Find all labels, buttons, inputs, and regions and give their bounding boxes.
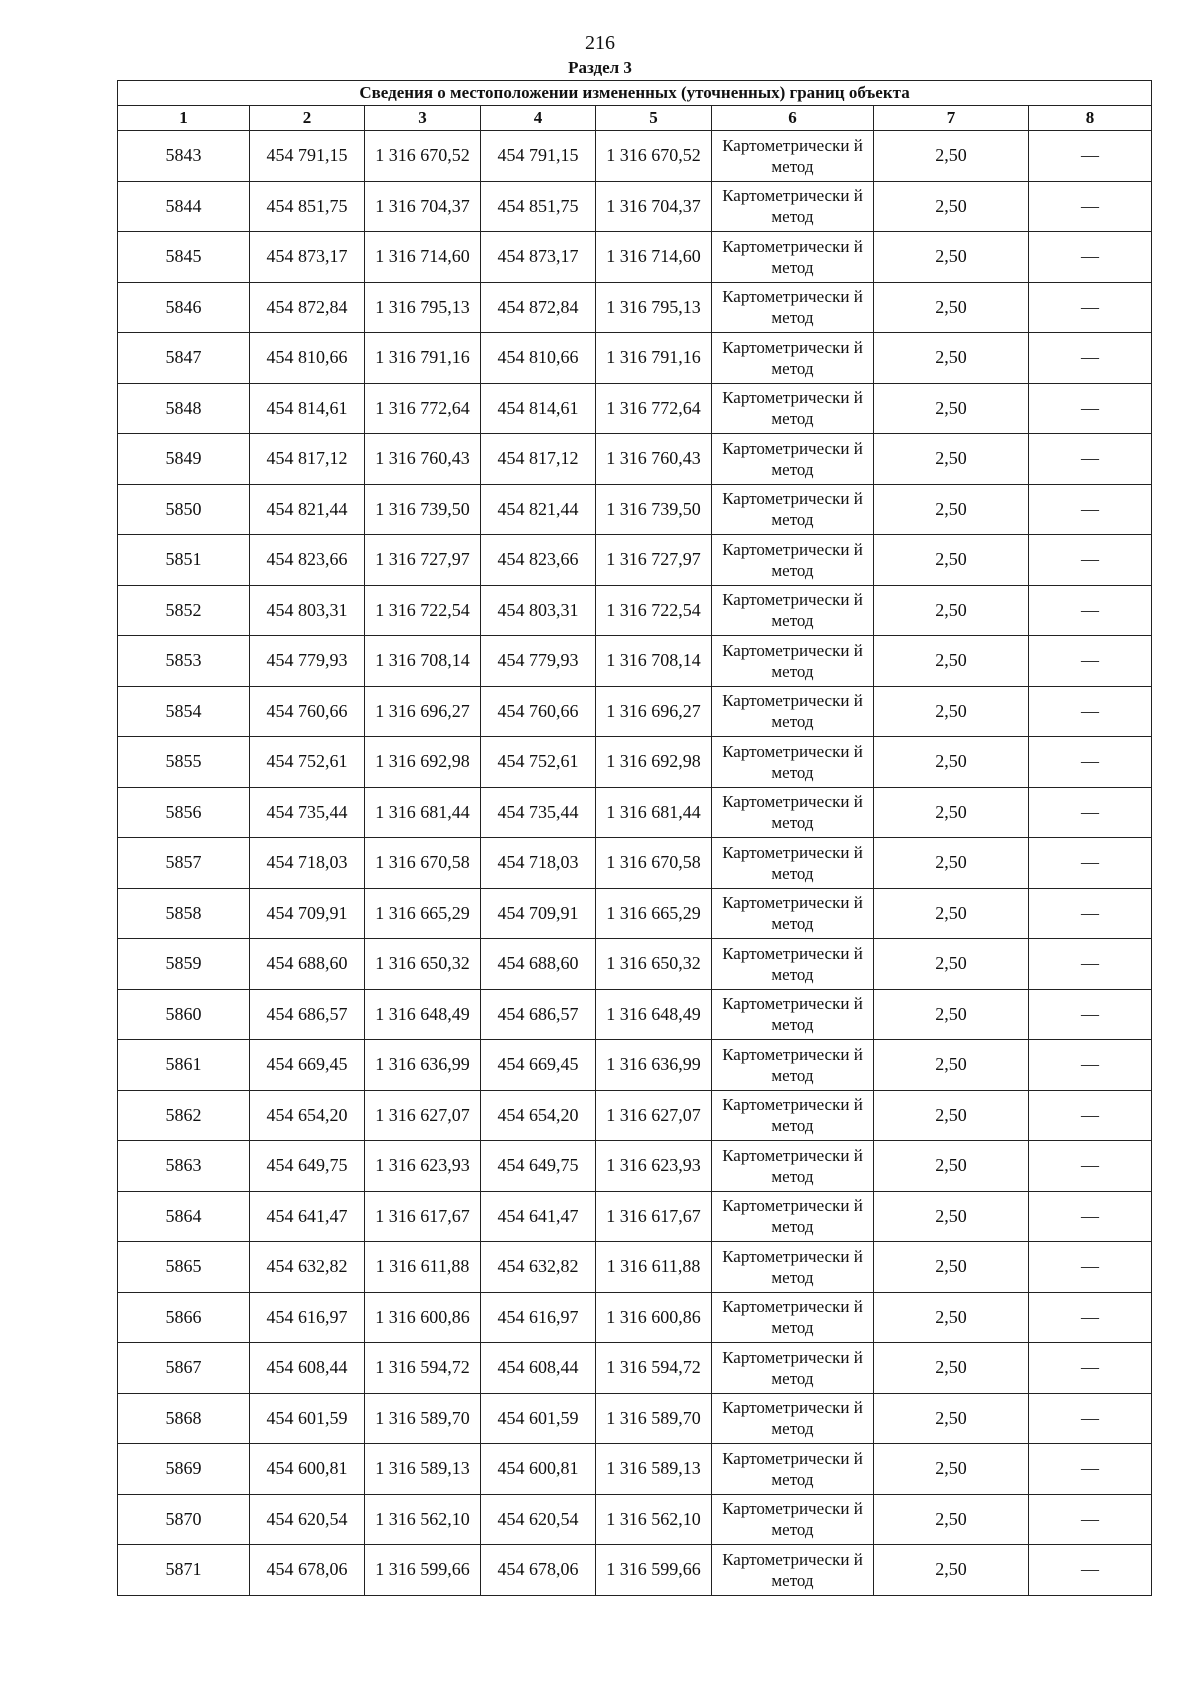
x-coordinate-cell: 454 735,44 (250, 787, 365, 838)
x-coordinate-cell: 454 752,61 (250, 737, 365, 788)
table-row (118, 737, 1152, 788)
x-coordinate-new-cell: 454 735,44 (481, 787, 596, 838)
method-cell: Картометрически й метод (712, 1242, 874, 1293)
column-number: 4 (481, 106, 596, 131)
description-cell: — (1029, 686, 1152, 737)
method-cell: Картометрически й метод (712, 383, 874, 434)
y-coordinate-cell: 1 316 670,52 (365, 131, 481, 182)
point-number-cell: 5845 (118, 232, 250, 283)
table-row (118, 939, 1152, 990)
accuracy-cell: 2,50 (874, 737, 1029, 788)
description-cell: — (1029, 383, 1152, 434)
table-row (118, 333, 1152, 384)
description-cell: — (1029, 1040, 1152, 1091)
x-coordinate-cell: 454 649,75 (250, 1141, 365, 1192)
accuracy-cell: 2,50 (874, 787, 1029, 838)
method-cell: Картометрически й метод (712, 636, 874, 687)
table-row (118, 1393, 1152, 1444)
x-coordinate-new-cell: 454 632,82 (481, 1242, 596, 1293)
x-coordinate-new-cell: 454 641,47 (481, 1191, 596, 1242)
table-row (118, 1090, 1152, 1141)
y-coordinate-cell: 1 316 714,60 (365, 232, 481, 283)
accuracy-cell: 2,50 (874, 1242, 1029, 1293)
accuracy-cell: 2,50 (874, 1444, 1029, 1495)
x-coordinate-new-cell: 454 752,61 (481, 737, 596, 788)
method-cell: Картометрически й метод (712, 282, 874, 333)
y-coordinate-new-cell: 1 316 594,72 (596, 1343, 712, 1394)
x-coordinate-cell: 454 821,44 (250, 484, 365, 535)
method-cell: Картометрически й метод (712, 535, 874, 586)
accuracy-cell: 2,50 (874, 1343, 1029, 1394)
y-coordinate-new-cell: 1 316 611,88 (596, 1242, 712, 1293)
description-cell: — (1029, 1191, 1152, 1242)
accuracy-cell: 2,50 (874, 282, 1029, 333)
table-row (118, 636, 1152, 687)
x-coordinate-new-cell: 454 810,66 (481, 333, 596, 384)
description-cell: — (1029, 1494, 1152, 1545)
x-coordinate-cell: 454 688,60 (250, 939, 365, 990)
table-caption: Сведения о местоположении измененных (уточненных) границ объекта (118, 81, 1152, 106)
method-cell: Картометрически й метод (712, 1343, 874, 1394)
accuracy-cell: 2,50 (874, 636, 1029, 687)
point-number-cell: 5850 (118, 484, 250, 535)
y-coordinate-cell: 1 316 704,37 (365, 181, 481, 232)
table-row (118, 1292, 1152, 1343)
y-coordinate-new-cell: 1 316 600,86 (596, 1292, 712, 1343)
y-coordinate-new-cell: 1 316 739,50 (596, 484, 712, 535)
x-coordinate-cell: 454 608,44 (250, 1343, 365, 1394)
section-title: Раздел 3 (568, 58, 632, 77)
point-number-cell: 5869 (118, 1444, 250, 1495)
accuracy-cell: 2,50 (874, 383, 1029, 434)
accuracy-cell: 2,50 (874, 939, 1029, 990)
x-coordinate-new-cell: 454 620,54 (481, 1494, 596, 1545)
method-cell: Картометрически й метод (712, 1040, 874, 1091)
x-coordinate-new-cell: 454 851,75 (481, 181, 596, 232)
method-cell: Картометрически й метод (712, 1292, 874, 1343)
table-row (118, 1545, 1152, 1596)
accuracy-cell: 2,50 (874, 333, 1029, 384)
description-cell: — (1029, 1545, 1152, 1596)
x-coordinate-cell: 454 803,31 (250, 585, 365, 636)
y-coordinate-new-cell: 1 316 650,32 (596, 939, 712, 990)
x-coordinate-new-cell: 454 600,81 (481, 1444, 596, 1495)
x-coordinate-cell: 454 760,66 (250, 686, 365, 737)
method-cell: Картометрически й метод (712, 1141, 874, 1192)
x-coordinate-new-cell: 454 872,84 (481, 282, 596, 333)
table-row (118, 787, 1152, 838)
y-coordinate-new-cell: 1 316 722,54 (596, 585, 712, 636)
x-coordinate-new-cell: 454 608,44 (481, 1343, 596, 1394)
y-coordinate-new-cell: 1 316 772,64 (596, 383, 712, 434)
table-row (118, 434, 1152, 485)
point-number-cell: 5866 (118, 1292, 250, 1343)
x-coordinate-cell: 454 641,47 (250, 1191, 365, 1242)
y-coordinate-cell: 1 316 623,93 (365, 1141, 481, 1192)
y-coordinate-cell: 1 316 562,10 (365, 1494, 481, 1545)
method-cell: Картометрически й метод (712, 232, 874, 283)
y-coordinate-cell: 1 316 791,16 (365, 333, 481, 384)
description-cell: — (1029, 989, 1152, 1040)
x-coordinate-new-cell: 454 686,57 (481, 989, 596, 1040)
x-coordinate-new-cell: 454 814,61 (481, 383, 596, 434)
point-number-cell: 5865 (118, 1242, 250, 1293)
x-coordinate-new-cell: 454 678,06 (481, 1545, 596, 1596)
description-cell: — (1029, 585, 1152, 636)
y-coordinate-cell: 1 316 648,49 (365, 989, 481, 1040)
y-coordinate-new-cell: 1 316 589,70 (596, 1393, 712, 1444)
description-cell: — (1029, 737, 1152, 788)
column-number: 2 (250, 106, 365, 131)
x-coordinate-new-cell: 454 760,66 (481, 686, 596, 737)
x-coordinate-cell: 454 616,97 (250, 1292, 365, 1343)
description-cell: — (1029, 232, 1152, 283)
table-row (118, 131, 1152, 182)
x-coordinate-new-cell: 454 654,20 (481, 1090, 596, 1141)
accuracy-cell: 2,50 (874, 838, 1029, 889)
description-cell: — (1029, 131, 1152, 182)
table-row (118, 1141, 1152, 1192)
table-row (118, 1494, 1152, 1545)
y-coordinate-new-cell: 1 316 704,37 (596, 181, 712, 232)
method-cell: Картометрически й метод (712, 585, 874, 636)
method-cell: Картометрически й метод (712, 1444, 874, 1495)
y-coordinate-cell: 1 316 589,13 (365, 1444, 481, 1495)
point-number-cell: 5861 (118, 1040, 250, 1091)
accuracy-cell: 2,50 (874, 888, 1029, 939)
point-number-cell: 5844 (118, 181, 250, 232)
x-coordinate-cell: 454 810,66 (250, 333, 365, 384)
accuracy-cell: 2,50 (874, 434, 1029, 485)
x-coordinate-cell: 454 851,75 (250, 181, 365, 232)
description-cell: — (1029, 434, 1152, 485)
x-coordinate-cell: 454 669,45 (250, 1040, 365, 1091)
table-row (118, 1242, 1152, 1293)
x-coordinate-cell: 454 718,03 (250, 838, 365, 889)
description-cell: — (1029, 1343, 1152, 1394)
x-coordinate-new-cell: 454 688,60 (481, 939, 596, 990)
y-coordinate-new-cell: 1 316 648,49 (596, 989, 712, 1040)
method-cell: Картометрически й метод (712, 989, 874, 1040)
point-number-cell: 5847 (118, 333, 250, 384)
accuracy-cell: 2,50 (874, 585, 1029, 636)
table-row (118, 585, 1152, 636)
point-number-cell: 5843 (118, 131, 250, 182)
y-coordinate-cell: 1 316 760,43 (365, 434, 481, 485)
table-row (118, 1040, 1152, 1091)
column-number: 3 (365, 106, 481, 131)
y-coordinate-cell: 1 316 589,70 (365, 1393, 481, 1444)
method-cell: Картометрически й метод (712, 838, 874, 889)
column-number: 1 (118, 106, 250, 131)
accuracy-cell: 2,50 (874, 1090, 1029, 1141)
x-coordinate-cell: 454 632,82 (250, 1242, 365, 1293)
method-cell: Картометрически й метод (712, 181, 874, 232)
table-row (118, 1191, 1152, 1242)
y-coordinate-new-cell: 1 316 760,43 (596, 434, 712, 485)
table-row (118, 282, 1152, 333)
y-coordinate-new-cell: 1 316 795,13 (596, 282, 712, 333)
x-coordinate-new-cell: 454 709,91 (481, 888, 596, 939)
column-number: 8 (1029, 106, 1152, 131)
x-coordinate-new-cell: 454 601,59 (481, 1393, 596, 1444)
method-cell: Картометрически й метод (712, 1494, 874, 1545)
point-number-cell: 5848 (118, 383, 250, 434)
y-coordinate-cell: 1 316 627,07 (365, 1090, 481, 1141)
y-coordinate-new-cell: 1 316 636,99 (596, 1040, 712, 1091)
y-coordinate-cell: 1 316 722,54 (365, 585, 481, 636)
method-cell: Картометрически й метод (712, 434, 874, 485)
y-coordinate-cell: 1 316 600,86 (365, 1292, 481, 1343)
point-number-cell: 5859 (118, 939, 250, 990)
y-coordinate-cell: 1 316 665,29 (365, 888, 481, 939)
page-number: 216 (585, 32, 615, 54)
y-coordinate-new-cell: 1 316 681,44 (596, 787, 712, 838)
description-cell: — (1029, 484, 1152, 535)
accuracy-cell: 2,50 (874, 1494, 1029, 1545)
method-cell: Картометрически й метод (712, 1393, 874, 1444)
y-coordinate-cell: 1 316 617,67 (365, 1191, 481, 1242)
method-cell: Картометрически й метод (712, 787, 874, 838)
x-coordinate-cell: 454 709,91 (250, 888, 365, 939)
y-coordinate-new-cell: 1 316 791,16 (596, 333, 712, 384)
x-coordinate-cell: 454 872,84 (250, 282, 365, 333)
method-cell: Картометрически й метод (712, 939, 874, 990)
y-coordinate-new-cell: 1 316 670,52 (596, 131, 712, 182)
method-cell: Картометрически й метод (712, 686, 874, 737)
method-cell: Картометрически й метод (712, 1090, 874, 1141)
x-coordinate-new-cell: 454 791,15 (481, 131, 596, 182)
x-coordinate-new-cell: 454 669,45 (481, 1040, 596, 1091)
table-row (118, 181, 1152, 232)
y-coordinate-cell: 1 316 650,32 (365, 939, 481, 990)
method-cell: Картометрически й метод (712, 1545, 874, 1596)
x-coordinate-cell: 454 678,06 (250, 1545, 365, 1596)
table-body (118, 131, 1152, 1596)
point-number-cell: 5853 (118, 636, 250, 687)
y-coordinate-cell: 1 316 727,97 (365, 535, 481, 586)
accuracy-cell: 2,50 (874, 484, 1029, 535)
point-number-cell: 5857 (118, 838, 250, 889)
x-coordinate-new-cell: 454 718,03 (481, 838, 596, 889)
y-coordinate-cell: 1 316 795,13 (365, 282, 481, 333)
point-number-cell: 5862 (118, 1090, 250, 1141)
point-number-cell: 5863 (118, 1141, 250, 1192)
y-coordinate-cell: 1 316 611,88 (365, 1242, 481, 1293)
description-cell: — (1029, 838, 1152, 889)
y-coordinate-cell: 1 316 636,99 (365, 1040, 481, 1091)
table-row (118, 1444, 1152, 1495)
description-cell: — (1029, 939, 1152, 990)
point-number-cell: 5854 (118, 686, 250, 737)
x-coordinate-cell: 454 654,20 (250, 1090, 365, 1141)
description-cell: — (1029, 636, 1152, 687)
x-coordinate-new-cell: 454 823,66 (481, 535, 596, 586)
accuracy-cell: 2,50 (874, 181, 1029, 232)
description-cell: — (1029, 333, 1152, 384)
accuracy-cell: 2,50 (874, 1393, 1029, 1444)
description-cell: — (1029, 1444, 1152, 1495)
y-coordinate-cell: 1 316 696,27 (365, 686, 481, 737)
table-row (118, 484, 1152, 535)
y-coordinate-cell: 1 316 772,64 (365, 383, 481, 434)
table-row (118, 888, 1152, 939)
x-coordinate-new-cell: 454 873,17 (481, 232, 596, 283)
point-number-cell: 5852 (118, 585, 250, 636)
y-coordinate-cell: 1 316 739,50 (365, 484, 481, 535)
x-coordinate-new-cell: 454 649,75 (481, 1141, 596, 1192)
y-coordinate-cell: 1 316 670,58 (365, 838, 481, 889)
method-cell: Картометрически й метод (712, 333, 874, 384)
accuracy-cell: 2,50 (874, 1040, 1029, 1091)
point-number-cell: 5864 (118, 1191, 250, 1242)
y-coordinate-new-cell: 1 316 714,60 (596, 232, 712, 283)
x-coordinate-cell: 454 873,17 (250, 232, 365, 283)
accuracy-cell: 2,50 (874, 1545, 1029, 1596)
table-row (118, 1343, 1152, 1394)
method-cell: Картометрически й метод (712, 737, 874, 788)
table-row (118, 838, 1152, 889)
y-coordinate-cell: 1 316 681,44 (365, 787, 481, 838)
accuracy-cell: 2,50 (874, 686, 1029, 737)
accuracy-cell: 2,50 (874, 232, 1029, 283)
y-coordinate-new-cell: 1 316 599,66 (596, 1545, 712, 1596)
point-number-cell: 5860 (118, 989, 250, 1040)
description-cell: — (1029, 888, 1152, 939)
column-number: 7 (874, 106, 1029, 131)
x-coordinate-cell: 454 600,81 (250, 1444, 365, 1495)
description-cell: — (1029, 787, 1152, 838)
x-coordinate-cell: 454 814,61 (250, 383, 365, 434)
table-row (118, 535, 1152, 586)
x-coordinate-cell: 454 601,59 (250, 1393, 365, 1444)
x-coordinate-cell: 454 686,57 (250, 989, 365, 1040)
x-coordinate-new-cell: 454 817,12 (481, 434, 596, 485)
accuracy-cell: 2,50 (874, 1191, 1029, 1242)
y-coordinate-new-cell: 1 316 692,98 (596, 737, 712, 788)
accuracy-cell: 2,50 (874, 1292, 1029, 1343)
point-number-cell: 5871 (118, 1545, 250, 1596)
description-cell: — (1029, 535, 1152, 586)
y-coordinate-new-cell: 1 316 708,14 (596, 636, 712, 687)
method-cell: Картометрически й метод (712, 1191, 874, 1242)
y-coordinate-new-cell: 1 316 727,97 (596, 535, 712, 586)
accuracy-cell: 2,50 (874, 535, 1029, 586)
table-row (118, 383, 1152, 434)
x-coordinate-cell: 454 817,12 (250, 434, 365, 485)
point-number-cell: 5851 (118, 535, 250, 586)
column-number: 5 (596, 106, 712, 131)
description-cell: — (1029, 282, 1152, 333)
x-coordinate-cell: 454 823,66 (250, 535, 365, 586)
y-coordinate-cell: 1 316 692,98 (365, 737, 481, 788)
accuracy-cell: 2,50 (874, 131, 1029, 182)
description-cell: — (1029, 1242, 1152, 1293)
description-cell: — (1029, 1393, 1152, 1444)
description-cell: — (1029, 1292, 1152, 1343)
boundary-coordinates-table (117, 80, 1152, 1596)
method-cell: Картометрически й метод (712, 484, 874, 535)
description-cell: — (1029, 181, 1152, 232)
accuracy-cell: 2,50 (874, 1141, 1029, 1192)
description-cell: — (1029, 1141, 1152, 1192)
method-cell: Картометрически й метод (712, 131, 874, 182)
point-number-cell: 5867 (118, 1343, 250, 1394)
x-coordinate-new-cell: 454 616,97 (481, 1292, 596, 1343)
description-cell: — (1029, 1090, 1152, 1141)
y-coordinate-cell: 1 316 594,72 (365, 1343, 481, 1394)
x-coordinate-new-cell: 454 779,93 (481, 636, 596, 687)
point-number-cell: 5858 (118, 888, 250, 939)
table-row (118, 989, 1152, 1040)
point-number-cell: 5849 (118, 434, 250, 485)
column-number: 6 (712, 106, 874, 131)
y-coordinate-new-cell: 1 316 617,67 (596, 1191, 712, 1242)
accuracy-cell: 2,50 (874, 989, 1029, 1040)
y-coordinate-new-cell: 1 316 670,58 (596, 838, 712, 889)
y-coordinate-new-cell: 1 316 623,93 (596, 1141, 712, 1192)
point-number-cell: 5868 (118, 1393, 250, 1444)
x-coordinate-cell: 454 779,93 (250, 636, 365, 687)
point-number-cell: 5846 (118, 282, 250, 333)
point-number-cell: 5855 (118, 737, 250, 788)
y-coordinate-new-cell: 1 316 562,10 (596, 1494, 712, 1545)
point-number-cell: 5870 (118, 1494, 250, 1545)
method-cell: Картометрически й метод (712, 888, 874, 939)
x-coordinate-new-cell: 454 803,31 (481, 585, 596, 636)
y-coordinate-new-cell: 1 316 665,29 (596, 888, 712, 939)
y-coordinate-new-cell: 1 316 696,27 (596, 686, 712, 737)
y-coordinate-cell: 1 316 708,14 (365, 636, 481, 687)
y-coordinate-cell: 1 316 599,66 (365, 1545, 481, 1596)
x-coordinate-new-cell: 454 821,44 (481, 484, 596, 535)
y-coordinate-new-cell: 1 316 627,07 (596, 1090, 712, 1141)
table-row (118, 686, 1152, 737)
x-coordinate-cell: 454 791,15 (250, 131, 365, 182)
y-coordinate-new-cell: 1 316 589,13 (596, 1444, 712, 1495)
point-number-cell: 5856 (118, 787, 250, 838)
x-coordinate-cell: 454 620,54 (250, 1494, 365, 1545)
table-row (118, 232, 1152, 283)
